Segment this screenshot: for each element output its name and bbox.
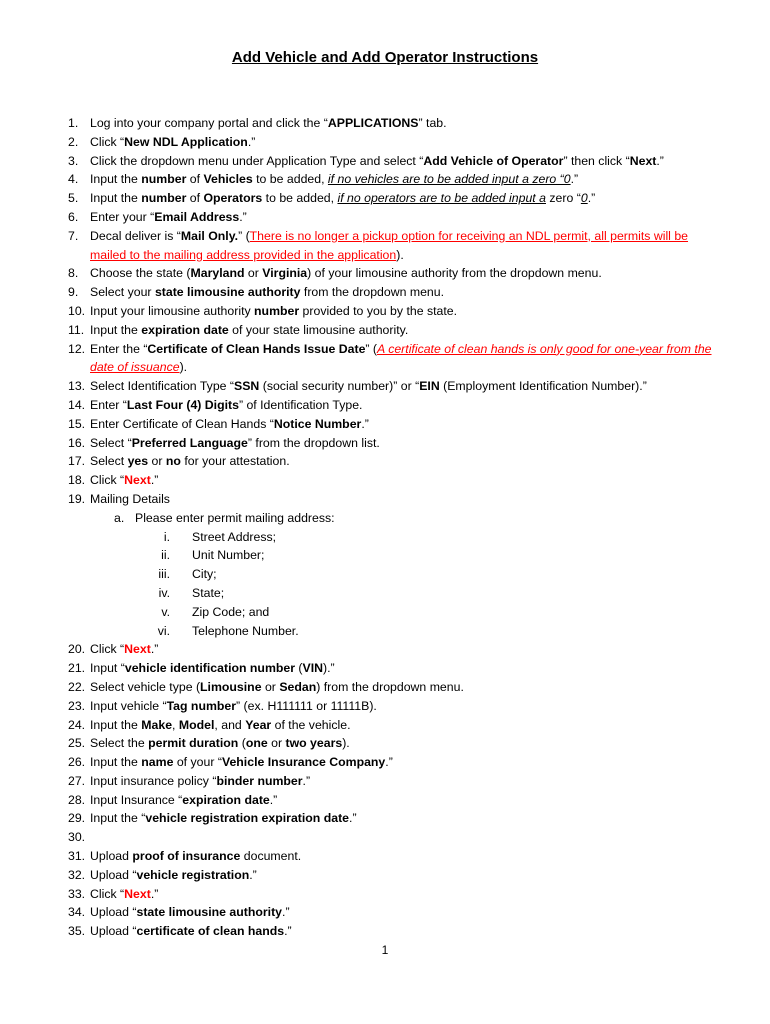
step-text: [90, 377, 722, 396]
step-text-segment: .”: [150, 886, 159, 901]
step-text: [192, 584, 722, 603]
step-text-segment: Next: [629, 153, 657, 168]
step-text: [192, 622, 722, 641]
step-text-segment: (Employment Identification Number).”: [439, 379, 647, 394]
step-text-segment: Street Address;: [192, 529, 277, 544]
instruction-step: [0, 452, 722, 471]
step-text-segment: ” of Identification Type.: [238, 397, 363, 412]
step-text: [90, 490, 722, 509]
step-text-segment: number: [254, 303, 300, 318]
instruction-step: [0, 114, 722, 133]
step-text-segment: state limousine authority: [154, 285, 301, 300]
step-text-segment: Input the: [90, 191, 142, 206]
step-text-segment: Input your limousine authority: [90, 303, 255, 318]
step-text: [90, 133, 722, 152]
step-text: [90, 659, 722, 678]
step-text-segment: Make: [141, 717, 173, 732]
step-text: [90, 697, 722, 716]
step-number: vi.: [157, 623, 170, 638]
step-text: [90, 208, 722, 227]
step-text-segment: Click “: [90, 886, 125, 901]
step-text-segment: (social security number)” or “: [259, 379, 420, 394]
step-text: [90, 396, 722, 415]
step-text-segment: Notice Number: [273, 416, 362, 431]
step-text-segment: .”: [239, 209, 247, 224]
instruction-step: [0, 753, 722, 772]
step-text-segment: .”: [282, 905, 290, 920]
step-text-segment: Next: [124, 473, 151, 488]
step-text-segment: certificate of clean hands: [136, 924, 285, 939]
instruction-step: [0, 734, 722, 753]
step-text-segment: .”: [284, 924, 292, 939]
step-text-segment: ” (: [238, 228, 250, 243]
step-text-segment: ).: [179, 360, 188, 375]
instruction-step: [0, 189, 722, 208]
step-text-segment: Input vehicle “: [90, 698, 167, 713]
instruction-list: [0, 114, 722, 941]
instruction-subitem: [0, 528, 722, 547]
instruction-step: [0, 152, 722, 171]
step-text-segment: City;: [192, 567, 217, 582]
page-number: 1: [381, 943, 389, 957]
step-number: 5.: [68, 191, 79, 206]
step-text-segment: from the dropdown menu.: [300, 285, 445, 300]
step-text-segment: vehicle registration expiration date: [145, 811, 350, 826]
step-text-segment: ” (ex. H111111 or 11111B).: [236, 698, 377, 713]
step-number: 25.: [68, 736, 86, 751]
instruction-step: [0, 772, 722, 791]
step-text-segment: Input insurance policy “: [90, 773, 217, 788]
step-text-segment: ” tab.: [418, 116, 447, 130]
step-text-segment: Virginia: [262, 266, 308, 281]
step-text-segment: ).: [396, 247, 404, 262]
step-text: [192, 565, 722, 584]
step-text-segment: or: [244, 266, 263, 281]
step-number: 17.: [68, 454, 86, 469]
step-number: 15.: [68, 416, 86, 431]
step-text-segment: (: [295, 661, 303, 676]
step-text: [90, 772, 722, 791]
step-text-segment: Last Four (4) Digits: [126, 397, 239, 412]
step-text-segment: two years: [285, 736, 343, 751]
step-text-segment: of: [186, 172, 204, 187]
instruction-step: [0, 133, 722, 152]
step-text: [90, 227, 722, 265]
instruction-step: [0, 434, 722, 453]
step-text-segment: Upload “: [90, 867, 137, 882]
step-text: [90, 828, 722, 847]
step-number: ii.: [161, 548, 170, 563]
step-number: 34.: [68, 905, 86, 920]
step-number: 22.: [68, 679, 86, 694]
step-text: [90, 716, 722, 735]
step-text: [90, 903, 722, 922]
step-text-segment: Select the: [90, 736, 149, 751]
step-text-segment: or: [148, 454, 166, 469]
step-text: [90, 152, 722, 171]
instruction-step: [0, 302, 722, 321]
step-text-segment: no: [165, 454, 181, 469]
step-text-segment: state limousine authority: [136, 905, 283, 920]
step-text: [90, 734, 722, 753]
step-number: 24.: [68, 717, 86, 732]
step-number: 13.: [68, 379, 86, 394]
step-text-segment: expiration date: [182, 792, 270, 807]
instruction-step: [0, 283, 722, 302]
step-number: 9.: [68, 285, 79, 300]
step-text: [90, 866, 722, 885]
step-text-segment: .”: [150, 642, 159, 657]
step-number: 20.: [68, 642, 86, 657]
step-text-segment: Email Address: [154, 209, 240, 224]
step-text-segment: Telephone Number.: [192, 623, 299, 638]
step-text-segment: to be added,: [262, 191, 338, 206]
step-text: [90, 471, 722, 490]
step-text: [192, 528, 722, 547]
step-number: 7.: [68, 228, 79, 243]
instruction-subitem: [0, 565, 722, 584]
step-number: i.: [163, 529, 170, 544]
instruction-step: [0, 922, 722, 941]
step-number: 3.: [68, 153, 79, 168]
step-text-segment: Enter the “: [90, 341, 148, 356]
step-text: [90, 114, 722, 133]
instruction-step: [0, 809, 722, 828]
step-text: [90, 753, 722, 772]
instruction-step: [0, 471, 722, 490]
instruction-subitem: [0, 546, 722, 565]
step-number: 2.: [68, 134, 79, 149]
step-text-segment: permit duration: [148, 736, 239, 751]
step-text: [90, 640, 722, 659]
instruction-step: [0, 640, 722, 659]
step-text-segment: Input Insurance “: [90, 792, 183, 807]
step-text-segment: .”: [302, 773, 311, 788]
step-text-segment: Mailing Details: [90, 491, 170, 506]
instruction-substep: [0, 509, 722, 528]
step-text-segment: .”: [385, 755, 393, 770]
step-text: [90, 283, 722, 302]
step-text: [135, 509, 722, 528]
step-text-segment: of the vehicle.: [271, 717, 351, 732]
instruction-subitem: [0, 603, 722, 622]
step-text: [90, 302, 722, 321]
step-text-segment: Select “: [90, 435, 132, 450]
step-text-segment: Preferred Language: [131, 435, 248, 450]
step-number: 29.: [68, 811, 86, 826]
step-text: [90, 452, 722, 471]
step-text-segment: ” then click “: [563, 153, 630, 168]
step-text-segment: Select Identification Type “: [90, 379, 235, 394]
step-text-segment: or: [261, 679, 280, 694]
step-number: 18.: [68, 473, 86, 488]
step-text: [90, 885, 722, 904]
step-number: 19.: [68, 491, 86, 506]
step-text-segment: vehicle registration: [136, 867, 250, 882]
instruction-step: [0, 227, 722, 265]
step-text-segment: if no vehicles are to be added input a zero “0: [327, 172, 571, 187]
step-text-segment: EIN: [419, 379, 440, 394]
step-text-segment: Tag number: [166, 698, 237, 713]
step-text-segment: ).: [342, 736, 350, 751]
step-text-segment: Year: [245, 717, 272, 732]
instruction-step: [0, 490, 722, 509]
step-text-segment: proof of insurance: [132, 849, 241, 864]
step-text-segment: Add Vehicle of Operator: [423, 153, 564, 168]
step-text-segment: of your “: [173, 755, 222, 770]
step-text: [90, 922, 722, 941]
instruction-step: [0, 377, 722, 396]
step-text-segment: Click “: [90, 134, 125, 149]
instruction-step: [0, 340, 722, 378]
instruction-step: [0, 396, 722, 415]
instruction-step: [0, 885, 722, 904]
step-text-segment: Model: [178, 717, 215, 732]
step-text-segment: or: [267, 736, 286, 751]
step-text-segment: binder number: [216, 773, 303, 788]
step-text-segment: A certificate of clean hands is only good for one-year from the date of issuance: [90, 341, 712, 375]
step-text-segment: Enter “: [90, 397, 127, 412]
step-text-segment: .”: [247, 134, 256, 149]
instruction-step: [0, 791, 722, 810]
step-number: 21.: [68, 661, 86, 676]
step-number: 27.: [68, 773, 86, 788]
instruction-step: [0, 415, 722, 434]
instruction-step: [0, 697, 722, 716]
step-text-segment: Select vehicle type (: [90, 679, 201, 694]
instruction-step: [0, 847, 722, 866]
step-text: [90, 340, 722, 378]
step-text-segment: number: [141, 172, 187, 187]
step-text-segment: .”: [361, 416, 369, 431]
instruction-step: [0, 903, 722, 922]
step-text-segment: one: [245, 736, 268, 751]
step-text-segment: Certificate of Clean Hands Issue Date: [147, 341, 366, 356]
step-number: 32.: [68, 867, 86, 882]
step-number: 10.: [68, 303, 86, 318]
step-text-segment: (: [238, 736, 246, 751]
step-text-segment: Select: [90, 454, 128, 469]
step-number: 28.: [68, 792, 86, 807]
step-text-segment: .”: [249, 867, 257, 882]
step-text-segment: Input the: [90, 172, 142, 187]
step-text-segment: .”: [269, 792, 278, 807]
step-text-segment: ) from the dropdown menu.: [316, 679, 464, 694]
step-number: a.: [114, 510, 125, 525]
step-text: [192, 546, 722, 565]
step-text-segment: Input the: [90, 755, 142, 770]
step-text-segment: of your state limousine authority.: [228, 322, 409, 337]
step-text-segment: , and: [214, 717, 246, 732]
step-number: 14.: [68, 397, 86, 412]
step-number: 11.: [68, 322, 85, 337]
step-text-segment: VIN: [302, 661, 324, 676]
step-number: v.: [161, 604, 170, 619]
step-text-segment: Decal deliver is “: [90, 228, 181, 243]
step-number: 23.: [68, 698, 86, 713]
step-text: [90, 415, 722, 434]
step-text-segment: zero “: [545, 191, 581, 206]
step-text-segment: APPLICATIONS: [327, 116, 419, 130]
step-text-segment: Upload “: [90, 924, 137, 939]
instruction-step: [0, 866, 722, 885]
step-number: 26.: [68, 755, 86, 770]
step-text-segment: Operators: [203, 191, 263, 206]
instruction-step: [0, 170, 722, 189]
step-text-segment: .”: [570, 172, 579, 187]
step-text-segment: number: [141, 191, 187, 206]
document-title: Add Vehicle and Add Operator Instructions: [231, 49, 539, 66]
step-text-segment: ” from the dropdown list.: [247, 435, 380, 450]
step-text: [90, 791, 722, 810]
step-text-segment: .”: [349, 811, 357, 826]
instruction-step: [0, 678, 722, 697]
step-text-segment: Limousine: [200, 679, 262, 694]
step-text-segment: Input “: [90, 661, 125, 676]
step-text: [90, 170, 722, 189]
step-text-segment: Please enter permit mailing address:: [135, 510, 335, 525]
step-number: 30.: [68, 830, 86, 845]
step-text-segment: Select your: [90, 285, 155, 300]
step-text-segment: Input the: [90, 322, 142, 337]
step-text-segment: There is no longer a pickup option for receiving an NDL permit, all permits will be mailed to the mailing address provided in the application: [90, 228, 689, 262]
step-text: [90, 189, 722, 208]
step-text-segment: Upload: [90, 849, 133, 864]
step-number: 4.: [68, 172, 79, 187]
step-text-segment: for your attestation.: [180, 454, 290, 469]
step-text-segment: Log into your company portal and click the “: [90, 116, 328, 130]
step-number: 1.: [68, 116, 79, 130]
step-text-segment: Choose the state (: [90, 266, 191, 281]
instruction-step: [0, 264, 722, 283]
step-text: [90, 678, 722, 697]
step-number: 8.: [68, 266, 79, 281]
step-text-segment: expiration date: [141, 322, 229, 337]
step-text-segment: ” (: [365, 341, 378, 356]
step-text-segment: ) of your limousine authority from the dropdown menu.: [307, 266, 602, 281]
step-text: [90, 264, 722, 283]
step-text-segment: Click the dropdown menu under Application Type and select “: [90, 153, 424, 168]
step-text-segment: 0: [580, 191, 588, 206]
step-text-segment: Sedan: [279, 679, 317, 694]
step-text: [90, 434, 722, 453]
step-text-segment: to be added,: [252, 172, 328, 187]
step-number: 6.: [68, 209, 79, 224]
step-number: 31.: [68, 849, 86, 864]
step-text-segment: Click “: [90, 642, 125, 657]
step-text-segment: Enter your “: [90, 209, 155, 224]
step-text-segment: if no operators are to be added input a: [337, 191, 546, 206]
step-number: iv.: [158, 585, 170, 600]
step-number: 35.: [68, 924, 86, 939]
step-text-segment: document.: [240, 849, 302, 864]
step-text-segment: Upload “: [90, 905, 137, 920]
step-text-segment: vehicle identification number: [124, 661, 296, 676]
step-text-segment: yes: [127, 454, 149, 469]
step-number: 33.: [68, 886, 86, 901]
step-text-segment: Mail Only.: [180, 228, 239, 243]
step-text-segment: .”: [656, 153, 664, 168]
instruction-subitem: [0, 584, 722, 603]
step-text-segment: Vehicles: [203, 172, 253, 187]
step-text-segment: name: [141, 755, 174, 770]
step-text-segment: of: [186, 191, 204, 206]
instruction-step: [0, 659, 722, 678]
step-text: [192, 603, 722, 622]
step-number: 16.: [68, 435, 86, 450]
step-text: [90, 847, 722, 866]
instruction-step: [0, 208, 722, 227]
step-text-segment: Zip Code; and: [192, 604, 270, 619]
instruction-step: [0, 716, 722, 735]
step-text: [90, 321, 722, 340]
step-text-segment: Vehicle Insurance Company: [221, 755, 386, 770]
step-text: [90, 809, 722, 828]
instruction-subitem: [0, 622, 722, 641]
step-text-segment: Next: [124, 886, 151, 901]
step-number: 12.: [68, 341, 86, 356]
instruction-step: [0, 321, 722, 340]
instruction-step: [0, 828, 722, 847]
step-text-segment: ).”: [323, 661, 335, 676]
step-text-segment: SSN: [234, 379, 260, 394]
step-text-segment: Unit Number;: [192, 548, 265, 563]
step-text-segment: New NDL Application: [124, 134, 248, 149]
step-text-segment: ,: [172, 717, 179, 732]
step-text-segment: provided to you by the state.: [299, 303, 458, 318]
step-number: iii.: [158, 567, 170, 582]
step-text-segment: State;: [192, 585, 225, 600]
step-text-segment: Input the “: [90, 811, 146, 826]
step-text-segment: Maryland: [190, 266, 245, 281]
step-text-segment: Click “: [90, 473, 125, 488]
step-text-segment: Next: [124, 642, 151, 657]
step-text-segment: Input the: [90, 717, 142, 732]
step-text-segment: Enter Certificate of Clean Hands “: [90, 416, 274, 431]
step-text-segment: .”: [150, 473, 159, 488]
step-text-segment: .”: [587, 191, 596, 206]
